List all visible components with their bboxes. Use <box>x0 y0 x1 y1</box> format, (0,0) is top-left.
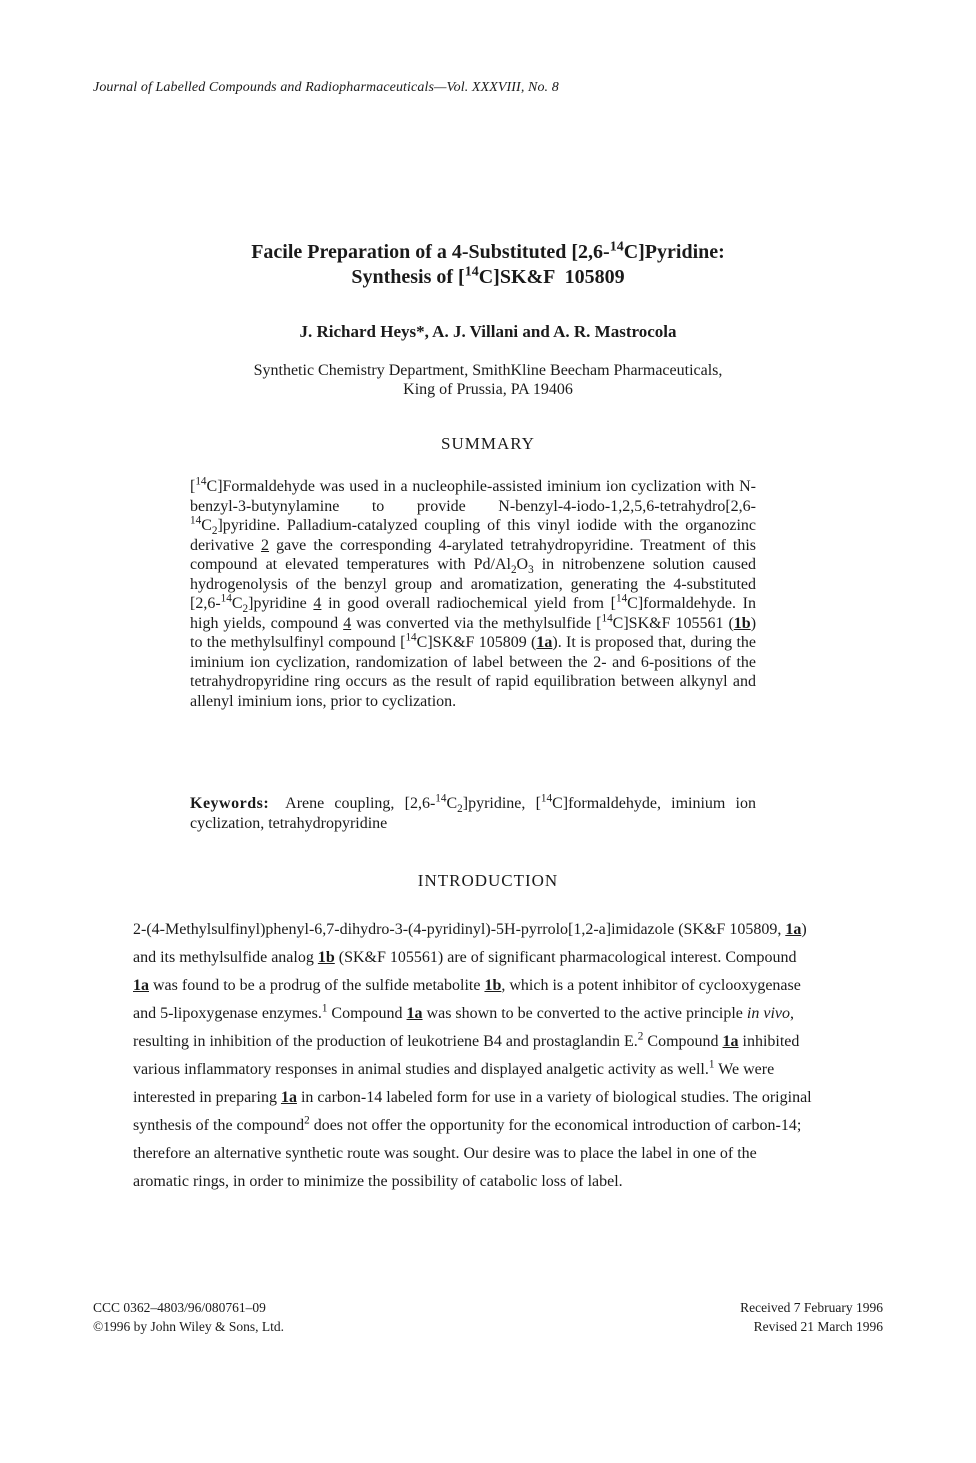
title-line-1: Facile Preparation of a 4-Substituted [2,6-$^{14}$C]Pyridine: <box>251 239 725 263</box>
footer-left <box>93 1298 284 1336</box>
revised-date: Revised 21 March 1996 <box>753 1319 883 1334</box>
compound-ref: 1a <box>722 1033 739 1050</box>
footer-right <box>740 1298 883 1336</box>
citation: 2 <box>304 1114 310 1127</box>
copyright: ©1996 by John Wiley & Sons, Ltd. <box>93 1319 284 1334</box>
compound-ref: 1b <box>733 614 751 632</box>
compound-ref: 4 <box>343 614 352 632</box>
compound-ref: 1a <box>280 1089 297 1106</box>
introduction-heading: INTRODUCTION <box>417 871 559 890</box>
summary-heading: SUMMARY <box>441 434 535 453</box>
keywords: Keywords: Arene coupling, $[2,6-^{14}C_2]pyridine$, [$^{14}$C]formaldehyde, iminium ion cyclization, tetrahydropyridine <box>190 792 756 832</box>
running-head: Journal of Labelled Compounds and Radiopharmaceuticals—Vol. XXXVIII, No. 8 <box>93 80 559 95</box>
affiliation-line-1: Synthetic Chemistry Department, SmithKline Beecham Pharmaceuticals, <box>253 362 723 379</box>
introduction-paragraph: 2-(4-Methylsulfinyl)phenyl-6,7-dihydro-3-(4-pyridinyl)-5H-pyrrolo[1,2-a]imidazole (SK&F 105809, 1a) and its methylsulfide analog 1b (SK&F 105561) are of significant pharmacological interest. Compound 1a was found to be a prodrug of the sulfide metabolite 1b, which is a potent inhibitor of cyclooxygenase and 5-lipoxygenase enzymes.$^1$ Compound 1a was shown to be converted to the active principle in vivo, resulting in inhibition of the production of leukotriene B4 and prostaglandin E.$^2$ Compound 1a inhibited various inflammatory responses in animal studies and displayed analgetic activity as well.$^1$ We were interested in preparing 1a in carbon-14 labeled form for use in a variety of biological studies. The original synthesis of the compound$^2$ does not offer the opportunity for the economical introduction of carbon-14; therefore an alternative synthetic route was sought. Our desire was to place the label in one of the aromatic rings, in order to minimize the possibility of catabolic loss of label. <box>133 921 812 1190</box>
citation: 1 <box>321 1002 328 1015</box>
citation: 2 <box>637 1030 644 1043</box>
keywords-label: Keywords: <box>190 795 270 812</box>
compound-ref: 2 <box>261 536 270 554</box>
compound-ref: 1b <box>484 977 502 994</box>
compound-ref: 1a <box>785 921 802 938</box>
compound-ref: 1a <box>406 1005 423 1022</box>
title-line-2: Synthesis of [$^{14}$C]SK&F 105809 <box>351 264 625 288</box>
affiliation-line-2: King of Prussia, PA 19406 <box>403 381 573 398</box>
compound-ref: 1b <box>317 949 335 966</box>
article-title <box>0 240 976 290</box>
author-list: J. Richard Heys*, A. J. Villani and A. R. Mastrocola <box>299 322 677 341</box>
compound-ref: 4 <box>313 595 322 612</box>
ccc-code: CCC 0362–4803/96/080761–09 <box>93 1300 266 1315</box>
citation: 1 <box>708 1058 715 1071</box>
compound-ref: 1a <box>536 634 553 651</box>
received-date: Received 7 February 1996 <box>740 1300 883 1315</box>
compound-ref: 1a <box>133 977 149 994</box>
summary-paragraph: [$^{14}$C]Formaldehyde was used in a nucleophile-assisted iminium ion cyclization with N-benzyl-3-butynylamine to provide $N-benzyl-4-iodo-1,2,5,6-tetrahydro[2,6-^{14}C_2]pyridine$. Palladium-catalyzed coupling of this vinyl iodide with the organozinc derivative 2 gave the corresponding 4-arylated tetrahydropyridine. Treatment of this compound at elevated temperatures with $Pd/Al_2O_3$ in nitrobenzene solution caused hydrogenolysis of the benzyl group and aromatization, generating the 4-substituted $[2,6-^{14}C_2]pyridine$ 4 in good overall radiochemical yield from [$^{14}$C]formaldehyde. In high yields, compound 4 was converted via the methylsulfide [$^{14}$C]SK&F 105561 (1b) to the methylsulfinyl compound [$^{14}$C]SK&F 105809 (1a). It is proposed that, during the iminium ion cyclization, randomization of label between the 2- and 6-positions of the tetrahydropyridine ring occurs as the result of rapid equilibration between alkynyl and allenyl iminium ions, prior to cyclization. <box>190 475 757 710</box>
affiliation <box>0 361 976 399</box>
